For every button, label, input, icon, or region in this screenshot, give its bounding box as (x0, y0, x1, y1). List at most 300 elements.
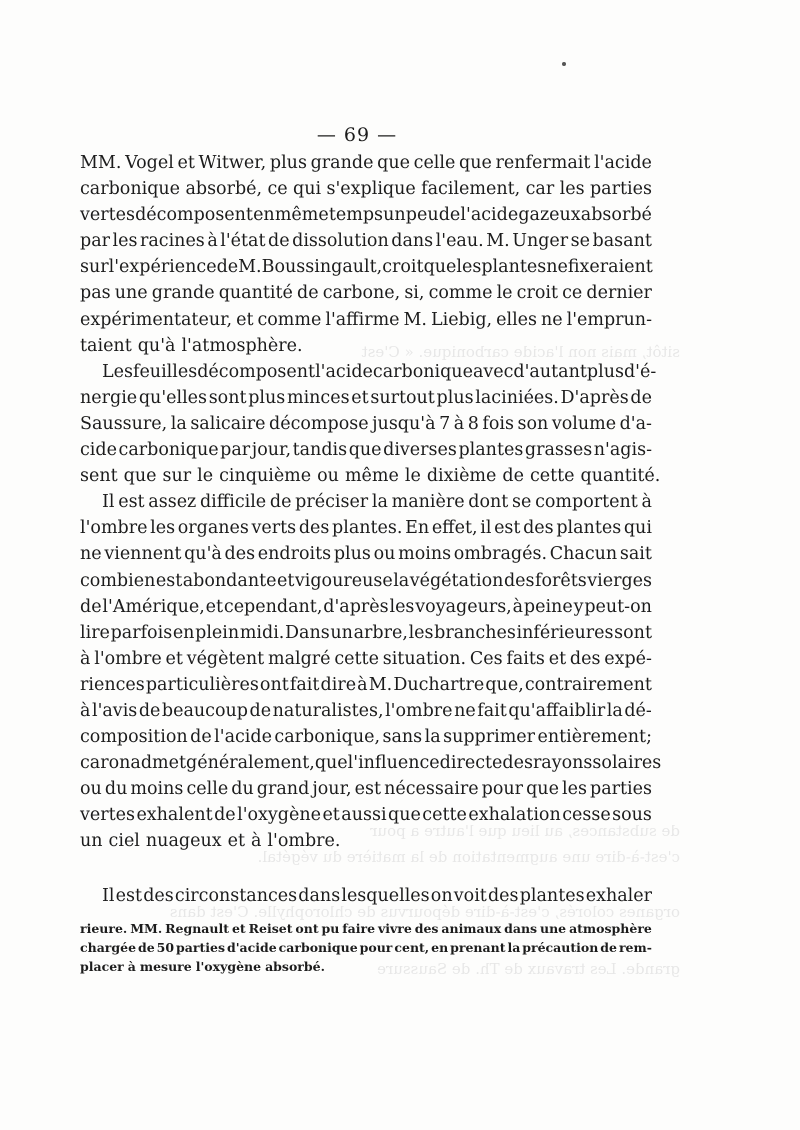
word: Regnault (165, 921, 230, 936)
word: grande (310, 153, 374, 173)
word: et (227, 831, 245, 852)
word: végétation (409, 570, 504, 591)
word: sont (208, 387, 247, 408)
word: car (80, 753, 109, 774)
word: MM. (80, 153, 122, 173)
word: plus (436, 387, 474, 408)
word: tandis (292, 440, 348, 461)
word: rayons (532, 753, 593, 774)
word: carbonique, (274, 727, 381, 748)
word: gazeux (518, 205, 581, 226)
word: à (80, 700, 91, 721)
word: l'ombre (385, 700, 453, 721)
word: nécessaire (384, 779, 479, 800)
word: on (430, 885, 453, 906)
word: beaucoup (161, 700, 248, 721)
word: quantité (218, 283, 293, 304)
word: de (214, 805, 236, 826)
word: l'Amérique, (102, 596, 205, 617)
word: parties (176, 940, 225, 955)
word: des (502, 753, 533, 774)
word: pour (481, 779, 524, 800)
bleed-through-text: de substances, au lieu que l'autre a pour (370, 822, 680, 840)
word: du (104, 779, 128, 800)
word: les (389, 596, 415, 617)
word: d'a- (619, 413, 652, 434)
word: assez (148, 492, 197, 513)
word: riences (80, 674, 145, 695)
word: Dans (285, 622, 330, 643)
text-line (80, 776, 652, 802)
word: minces (286, 387, 350, 408)
text-line (80, 646, 652, 672)
word: décomposent (135, 205, 253, 226)
word: absorbé (580, 205, 652, 226)
word: qui (623, 518, 652, 539)
word: en (172, 622, 195, 643)
word: les (408, 622, 434, 643)
word: lesquelles (341, 885, 430, 906)
word: Reiset (248, 921, 293, 936)
word: de (249, 700, 272, 721)
word: l'eau. (435, 231, 484, 252)
word: fait (289, 674, 320, 695)
word: absorbé. (265, 959, 325, 974)
word: est (155, 570, 183, 591)
word: ciel (108, 831, 140, 852)
word: de (138, 940, 155, 955)
word: basant (592, 231, 652, 252)
word: d'é- (623, 361, 657, 382)
word: ne (454, 700, 476, 721)
word: lire (80, 622, 110, 643)
word: des (414, 921, 439, 936)
word: Vogel (125, 153, 174, 173)
word: dixième (426, 466, 497, 487)
word: le (404, 466, 421, 487)
word: peine (523, 596, 573, 617)
word: peut-on (584, 596, 652, 617)
word: 8 (467, 413, 479, 434)
word: d'acide (226, 940, 277, 955)
word: MM. (130, 921, 163, 936)
word: se (512, 492, 532, 513)
word: à (80, 648, 91, 669)
word: des (298, 518, 330, 539)
text-line (80, 280, 652, 306)
text-line (80, 228, 652, 254)
word: cette (529, 466, 575, 487)
word: feuilles (132, 361, 198, 382)
word: fois (482, 413, 514, 434)
word: D'après (560, 387, 629, 408)
word: la (507, 940, 521, 955)
word: que (123, 466, 157, 487)
word: forêts (535, 570, 587, 591)
text-line (80, 202, 652, 228)
word: parties (589, 179, 652, 200)
word: renfermait (495, 153, 591, 173)
word: moins (130, 779, 184, 800)
word: et (177, 153, 195, 173)
word: plus (333, 544, 371, 565)
word: que (377, 153, 410, 173)
word: la (424, 727, 441, 748)
word: temps (328, 205, 384, 226)
word: une (114, 283, 148, 304)
word: l'emprun- (566, 309, 652, 330)
word: M. (238, 257, 262, 278)
word: branches (434, 622, 516, 643)
word: admet (130, 753, 187, 774)
word: le (496, 283, 513, 304)
word: son (517, 413, 549, 434)
text-line (80, 957, 652, 976)
word: Witwer, (198, 153, 267, 173)
word: à (250, 831, 262, 852)
text-line (80, 385, 652, 411)
word: se (570, 231, 591, 252)
text-line (80, 828, 652, 854)
word: carbonique (278, 940, 358, 955)
word: plein (195, 622, 240, 643)
word: Les (102, 361, 133, 382)
word: quantité. (580, 466, 661, 487)
word: avec (472, 361, 514, 382)
word: ou (373, 544, 396, 565)
word: s'explique (326, 179, 416, 200)
word: ce (267, 179, 288, 200)
word: de (138, 700, 161, 721)
word: jusqu'à (372, 413, 436, 434)
footnote (80, 919, 652, 976)
word: des (487, 885, 519, 906)
word: de (216, 257, 239, 278)
text-line (80, 359, 657, 385)
word: moins (398, 544, 452, 565)
word: absorbé, (185, 179, 263, 200)
word: même (274, 205, 329, 226)
word: d'après (323, 596, 389, 617)
word: que, (485, 674, 524, 695)
word: M. (486, 231, 510, 252)
word: pour (359, 940, 393, 955)
word: l'ombre. (267, 831, 341, 852)
text-line (80, 620, 652, 646)
word: cinquième (219, 466, 312, 487)
word: Chacun (549, 544, 618, 565)
word: fait (477, 700, 507, 721)
word: celle (413, 153, 456, 173)
word: taient (80, 335, 132, 356)
word: 50 (156, 940, 175, 955)
word: ce (562, 283, 583, 304)
word: l'expérience (108, 257, 217, 278)
text-line (80, 307, 652, 333)
word: un (80, 831, 103, 852)
text-line (80, 724, 652, 750)
word: particulières (145, 674, 259, 695)
word: solaires (592, 753, 662, 774)
word: l'ombre (94, 648, 162, 669)
word: ne (546, 257, 568, 278)
word: pas (80, 283, 111, 304)
word: l'atmosphère. (181, 335, 303, 356)
text-line (80, 698, 652, 724)
word: cesse (562, 805, 611, 826)
word: de (438, 205, 461, 226)
word: que (459, 153, 492, 173)
word: facilement, (421, 179, 521, 200)
word: les (559, 179, 585, 200)
paragraph-gap (80, 855, 652, 883)
body-text (80, 150, 662, 909)
word: on (108, 753, 131, 774)
text-line (80, 254, 652, 280)
word: en (431, 940, 449, 955)
word: la (393, 570, 410, 591)
word: faire (342, 921, 376, 936)
text-line (80, 176, 652, 202)
word: M. (403, 309, 427, 330)
text-line (80, 463, 661, 489)
word: à (127, 959, 136, 974)
word: ou (317, 466, 339, 487)
word: fixeraient (567, 257, 653, 278)
word: de (297, 283, 319, 304)
word: pu (321, 921, 340, 936)
word: cide (80, 440, 117, 461)
word: circonstances (174, 885, 298, 906)
word: l'état (220, 231, 266, 252)
word: grand (256, 779, 310, 800)
word: celle (186, 779, 229, 800)
word: dans (391, 231, 434, 252)
word: surtout (370, 387, 435, 408)
word: l'oxygène (195, 959, 262, 974)
word: que (423, 257, 457, 278)
word: de (600, 940, 617, 955)
word: vertes (80, 805, 135, 826)
word: laciniées. (475, 387, 559, 408)
bleed-through-text: organes colorés, c'est-à-dire dépourvus de chlorophylle. C'est dans (169, 903, 680, 921)
word: expérimentateur, (80, 309, 233, 330)
word: racines (139, 231, 205, 252)
word: jour, (312, 779, 352, 800)
word: qu'à (184, 544, 222, 565)
word: et (205, 596, 224, 617)
word: l'acide (214, 727, 272, 748)
word: plantes (481, 257, 547, 278)
word: elles (496, 309, 537, 330)
word: un (383, 205, 406, 226)
word: manière (391, 492, 465, 513)
word: parties (590, 779, 652, 800)
word: que (526, 779, 559, 800)
word: par (80, 231, 111, 252)
word: plantes (458, 440, 524, 461)
text-line (80, 883, 652, 909)
word: que (314, 753, 348, 774)
word: dans (298, 885, 341, 906)
word: à (357, 674, 368, 695)
word: il (480, 518, 492, 539)
word: sont (614, 622, 652, 643)
word: que (388, 805, 421, 826)
word: Ces (469, 648, 503, 669)
text-line (80, 333, 652, 359)
word: abondante (182, 570, 277, 591)
word: Saussure, (80, 413, 168, 434)
text-line (80, 541, 652, 567)
word: les (112, 231, 138, 252)
word: inférieures (516, 622, 614, 643)
word: exhaler (585, 885, 652, 906)
word: sans (382, 727, 423, 748)
word: endroits (257, 544, 332, 565)
word: carbone, (322, 283, 401, 304)
word: rieure. (80, 921, 128, 936)
bleed-through-text: sitôt, mais non l'acide carbonique. « C'est (361, 343, 680, 361)
word: arbre, (353, 622, 408, 643)
word: même (344, 466, 399, 487)
word: naturalistes, (272, 700, 384, 721)
word: plus (586, 361, 624, 382)
word: qu'affaiblir (508, 700, 606, 721)
word: car (525, 179, 555, 200)
word: grasses (524, 440, 593, 461)
word: du (231, 779, 254, 800)
word: à (512, 596, 524, 617)
word: l'ombre (80, 518, 148, 539)
word: vivre (377, 921, 412, 936)
word: animaux (441, 921, 502, 936)
text-line (80, 437, 652, 463)
word: chargée (80, 940, 137, 955)
text-line (80, 594, 652, 620)
word: plantes (556, 518, 622, 539)
text-line (80, 919, 652, 938)
word: à (453, 413, 465, 434)
word: sur (80, 257, 109, 278)
word: mesure (139, 959, 192, 974)
word: supprimer (443, 727, 536, 748)
bleed-through-text: c'est-à-dire une augmentation de la matière du végétal. (257, 848, 680, 866)
word: décompose (269, 413, 369, 434)
ink-spot (562, 62, 566, 66)
word: 7 (439, 413, 451, 434)
word: qu'elles (138, 387, 208, 408)
word: n'agis- (593, 440, 652, 461)
word: de (268, 231, 290, 252)
word: ou (80, 779, 102, 800)
word: ne (80, 544, 102, 565)
word: dissolution (292, 231, 389, 252)
word: comme (257, 309, 322, 330)
word: Il (102, 492, 115, 513)
word: sent (80, 466, 118, 487)
word: dont (468, 492, 509, 513)
word: Liebig, (430, 309, 493, 330)
word: dans (504, 921, 538, 936)
word: malgré (267, 648, 331, 669)
word: comme (428, 283, 493, 304)
page-number: — 69 — (316, 124, 398, 146)
word: sur (162, 466, 192, 487)
word: y (573, 596, 584, 617)
word: expé- (604, 648, 652, 669)
word: et (322, 805, 340, 826)
word: l'affirme (325, 309, 400, 330)
word: entièrement; (537, 727, 652, 748)
word: les (456, 257, 482, 278)
word: de (80, 596, 102, 617)
text-line (80, 515, 652, 541)
word: comportent (535, 492, 638, 513)
word: précaution (522, 940, 599, 955)
word: parfois (110, 622, 173, 643)
word: l'acide (460, 205, 519, 226)
word: l'acide (315, 361, 373, 382)
word: voit (453, 885, 487, 906)
word: la (371, 492, 388, 513)
word: carbonique (118, 440, 219, 461)
word: l'avis (91, 700, 138, 721)
word: effet, (431, 518, 478, 539)
word: décomposent (197, 361, 316, 382)
word: ne (540, 309, 563, 330)
word: généralement, (186, 753, 315, 774)
word: plantes (519, 885, 585, 906)
word: prenant (450, 940, 506, 955)
word: diverses (383, 440, 457, 461)
word: grande (151, 283, 215, 304)
word: l'acide (594, 153, 652, 173)
word: est (494, 518, 521, 539)
word: nergie (80, 387, 138, 408)
word: un (330, 622, 353, 643)
word: sous (612, 805, 652, 826)
text-line (80, 411, 652, 437)
word: des (569, 648, 601, 669)
bleed-through-text: grande. Les travaux de Th. de Saussure (377, 960, 680, 978)
word: des (143, 885, 174, 906)
word: Il (102, 885, 115, 906)
word: difficile (199, 492, 267, 513)
word: vertes (80, 205, 135, 226)
word: et (351, 387, 369, 408)
word: dé- (624, 700, 652, 721)
word: les (562, 779, 587, 800)
word: dernier (586, 283, 652, 304)
word: contrairement (524, 674, 652, 695)
word: des (503, 570, 535, 591)
word: placer (80, 959, 124, 974)
word: verts (251, 518, 297, 539)
word: jour, (251, 440, 292, 461)
word: peu (405, 205, 439, 226)
word: volume (551, 413, 617, 434)
word: vierges (587, 570, 652, 591)
word: de (502, 466, 524, 487)
word: la (606, 700, 623, 721)
text-line (80, 672, 652, 698)
word: les (150, 518, 176, 539)
word: midi. (239, 622, 285, 643)
word: et (165, 648, 183, 669)
word: qui (293, 179, 322, 200)
word: qu'à (137, 335, 176, 356)
